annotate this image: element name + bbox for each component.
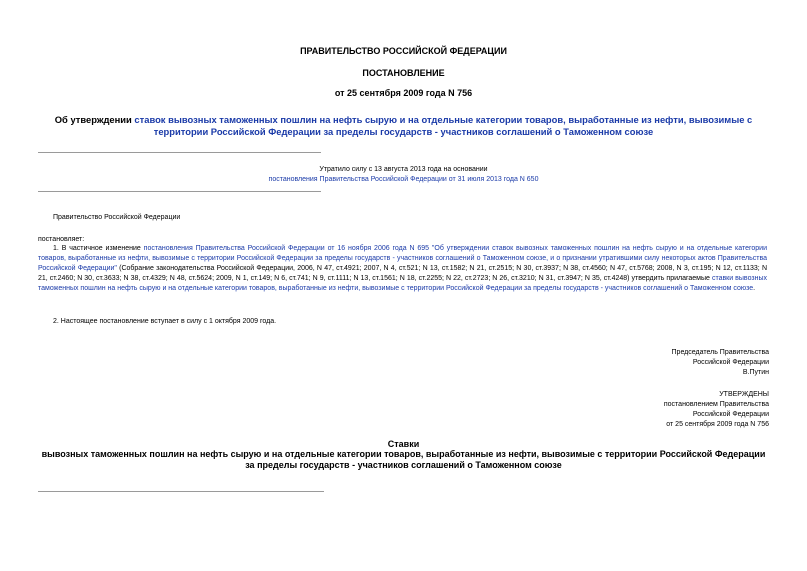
signature-name: В.Путин bbox=[742, 369, 769, 376]
signature-position: Председатель Правительства bbox=[671, 349, 769, 356]
resolves-text: постановляет: bbox=[38, 236, 85, 243]
status-line: Утратило силу с 13 августа 2013 года на основании bbox=[319, 166, 488, 173]
org-heading: ПРАВИТЕЛЬСТВО РОССИЙСКОЙ ФЕДЕРАЦИИ bbox=[300, 46, 507, 56]
title-link[interactable]: ставок вывозных таможенных пошлин на нефть сырую и на отдельные категории товаров, выработанные из нефти, вывозимые с территории Российской Федерации за пределы государств - участников соглашений о Таможенном союзе bbox=[134, 114, 753, 137]
signature-country: Российской Федерации bbox=[692, 359, 769, 366]
approved-date: от 25 сентября 2009 года N 756 bbox=[666, 421, 769, 428]
approved-by: постановлением Правительства bbox=[663, 401, 769, 408]
date-number-heading: от 25 сентября 2009 года N 756 bbox=[334, 88, 473, 98]
approved-label: УТВЕРЖДЕНЫ bbox=[719, 391, 769, 398]
annex-title: Ставки bbox=[387, 439, 420, 449]
paragraph-2: 2. Настоящее постановление вступает в силу с 1 октября 2009 года. bbox=[53, 318, 277, 325]
approved-country: Российской Федерации bbox=[692, 411, 769, 418]
divider bbox=[38, 191, 321, 192]
status-link-line bbox=[200, 175, 607, 185]
annex-subtitle: вывозных таможенных пошлин на нефть сырую и на отдельные категории товаров, выработанные из нефти, вывозимые с территории Российской Федерации за пределы государств - участников соглашений о Таможенном союзе bbox=[41, 449, 766, 470]
p1-mid: (Собрание законодательства Российской Федерации, 2006, N 47, ст.4921; 2007, N 4, ст.521; N 13, ст.1582; N 21, ст.2515; N 30, ст.3937; N 38, ст.4560; N 47, ст.5768; 2008, N 3, ст.195; N 12, ст.1133; N 21, ст.2460; N 30, ст.3633; N 38, ст.4329; N 48, ст.5624; 2009, N 1, ст.149; N 6, ст.741; N 9, ст.1111; N 13, ст.1561; N 18, ст.2255; N 22, ст.2723; N 26, ст.3210; N 31, ст.3947; N 35, ст.4248) утвердить прилагаемые bbox=[38, 265, 768, 282]
rates-link[interactable]: ставки вывозных таможенных пошлин на нефть сырую и на отдельные категории товаров, выработанные из нефти, вывозимые с территории Российской Федерации за пределы государств - участников соглашений о Таможенном союзе bbox=[38, 275, 767, 292]
p1-end: . bbox=[753, 285, 756, 292]
doc-type-heading: ПОСТАНОВЛЕНИЕ bbox=[362, 68, 445, 78]
p1-lead: 1. В частичное изменение bbox=[53, 245, 144, 252]
title-prefix: Об утверждении bbox=[54, 114, 135, 125]
divider bbox=[38, 491, 324, 492]
government-text: Правительство Российской Федерации bbox=[53, 214, 181, 221]
divider bbox=[38, 152, 321, 153]
paragraph-1 bbox=[38, 244, 767, 294]
amended-resolution-link[interactable]: постановления Правительства Российской Федерации от 16 ноября 2006 года N 695 "Об утверждении ставок вывозных таможенных пошлин на нефть сырую и на отдельные категории товаров, выработанные из нефти, вывозимые с территории Российской Федерации за пределы государств - участников соглашений о Таможенном союзе, и о признании утратившими силу некоторых актов Правительства Российской Федерации" bbox=[38, 245, 767, 272]
document-title bbox=[40, 114, 767, 138]
repeal-resolution-link[interactable]: постановления Правительства Российской Федерации от 31 июля 2013 года N 650 bbox=[268, 176, 539, 183]
